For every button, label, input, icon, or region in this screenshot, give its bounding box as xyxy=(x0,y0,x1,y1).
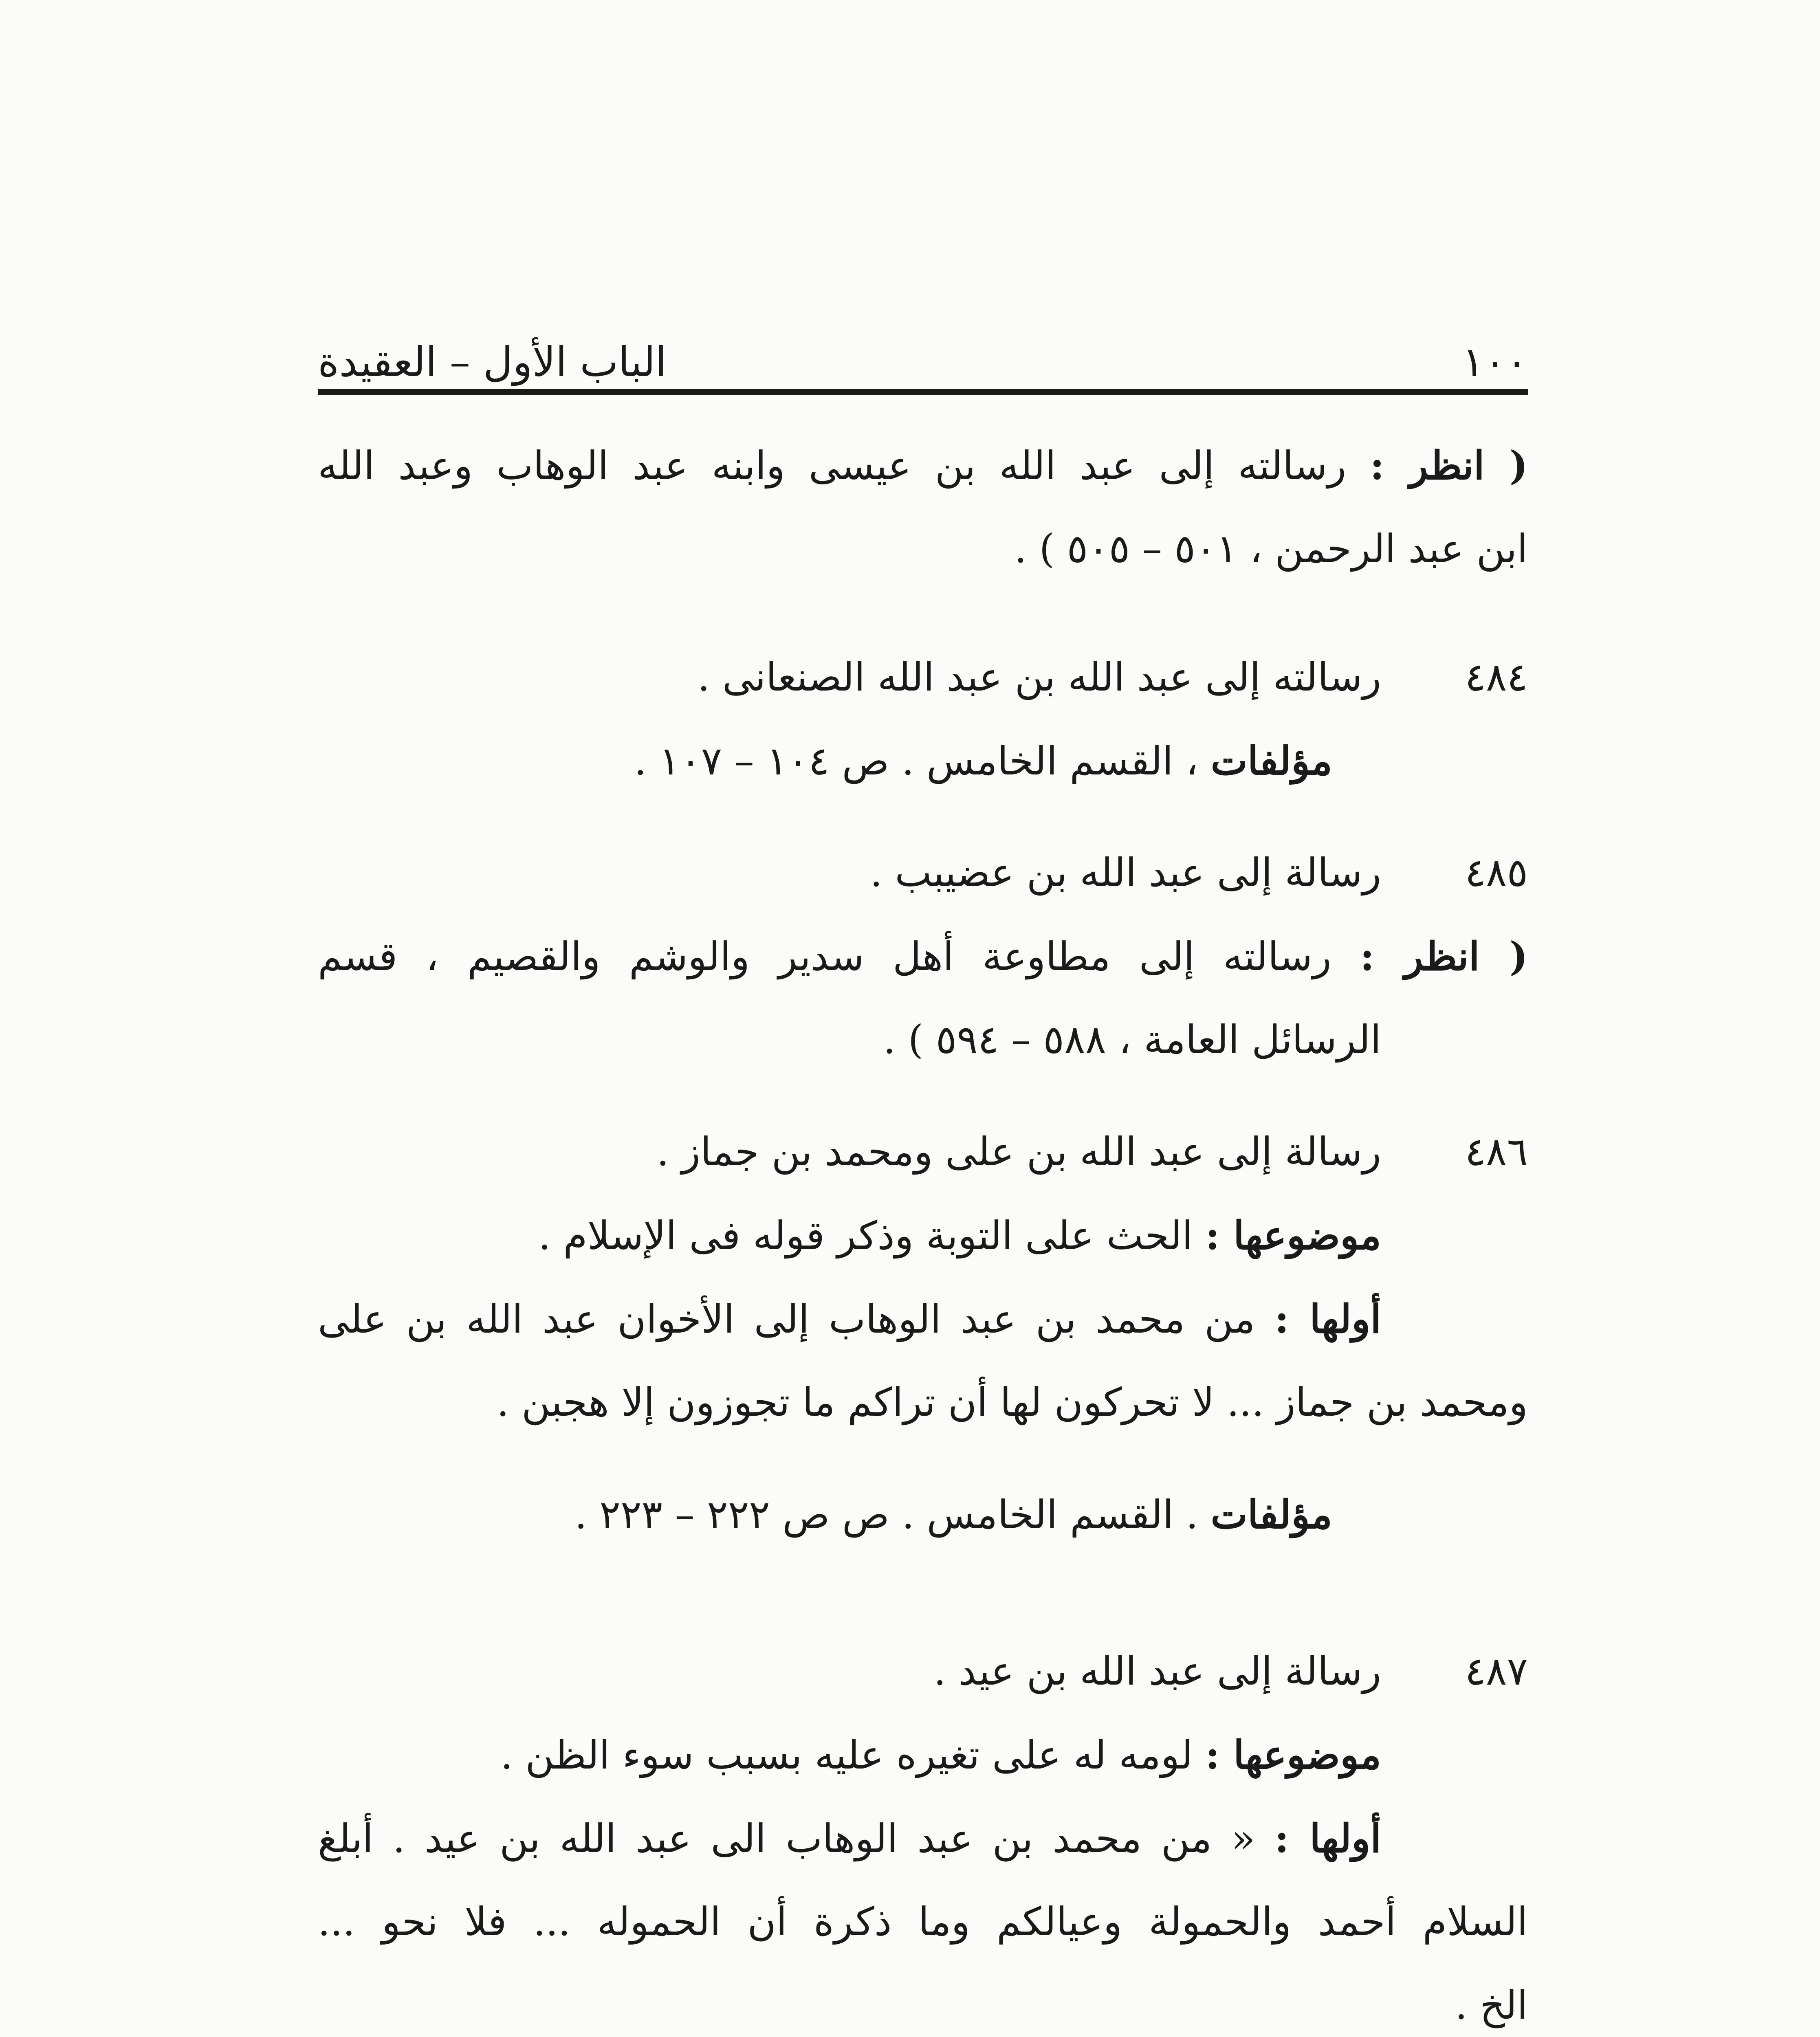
entry-487-first-2: السلام أحمد والحمولة وعيالكم وما ذكرة أن الحموله ... فلا نحو ... xyxy=(318,1899,1528,1945)
entry-number: ٤٨٧ xyxy=(1465,1648,1528,1694)
page-number: ١٠٠ xyxy=(1462,338,1528,386)
entry-486-topic: موضوعها : الحث على التوبة وذكر قوله فى الإسلام . xyxy=(538,1212,1381,1258)
header-rule xyxy=(318,389,1528,395)
entry-486-first-2: ومحمد بن جماز ... لا تحركون لها أن تراكم ما تجوزون إلا هجبن . xyxy=(497,1379,1528,1425)
intro-line-2: ابن عبد الرحمن ، ٥٠١ – ٥٠٥ ) . xyxy=(1014,526,1528,572)
running-title: الباب الأول – العقيدة xyxy=(318,338,667,386)
see-label: ( انظر : xyxy=(1370,442,1528,488)
entry-487-title: ٤٨٧ رسالة إلى عبد الله بن عيد . xyxy=(318,1630,1528,1713)
entry-486-first-1: أولها : من محمد بن عبد الوهاب إلى الأخوان عبد الله بن على xyxy=(318,1296,1382,1342)
entry-486-source: مؤلفات . القسم الخامس . ص ص ٢٢٢ – ٢٢٣ . xyxy=(574,1491,1332,1538)
entry-487-first-1: أولها : « من محمد بن عبد الوهاب الى عبد الله بن عيد . أبلغ xyxy=(318,1815,1382,1861)
entry-485-see-2: الرسائل العامة ، ٥٨٨ – ٥٩٤ ) . xyxy=(883,1017,1381,1062)
entry-485-title: ٤٨٥ رسالة إلى عبد الله بن عضيبب . xyxy=(318,831,1528,915)
entry-number: ٤٨٦ xyxy=(1465,1129,1528,1175)
entry-484-source: مؤلفات ، القسم الخامس . ص ١٠٤ – ١٠٧ . xyxy=(634,738,1332,784)
entry-486-title: ٤٨٦ رسالة إلى عبد الله بن على ومحمد بن جماز . xyxy=(318,1110,1528,1194)
page-header xyxy=(318,326,1528,391)
page-body xyxy=(318,424,1528,2037)
entry-number: ٤٨٥ xyxy=(1465,850,1528,895)
entry-487-first-3: الخ . xyxy=(1455,1982,1528,2028)
entry-485-see-1: ( انظر : رسالته إلى مطاوعة أهل سدير والوشم والقصيم ، قسم xyxy=(318,933,1528,979)
entry-number: ٤٨٤ xyxy=(1465,654,1528,700)
entry-487-topic: موضوعها : لومه له على تغيره عليه بسبب سوء الظن . xyxy=(500,1732,1381,1778)
intro-line-1: ( انظر : رسالته إلى عبد الله بن عيسى وابنه عبد الوهاب وعبد الله xyxy=(318,442,1528,488)
entry-484-title: ٤٨٤ رسالته إلى عبد الله بن عبد الله الصنعانى . xyxy=(318,636,1528,719)
